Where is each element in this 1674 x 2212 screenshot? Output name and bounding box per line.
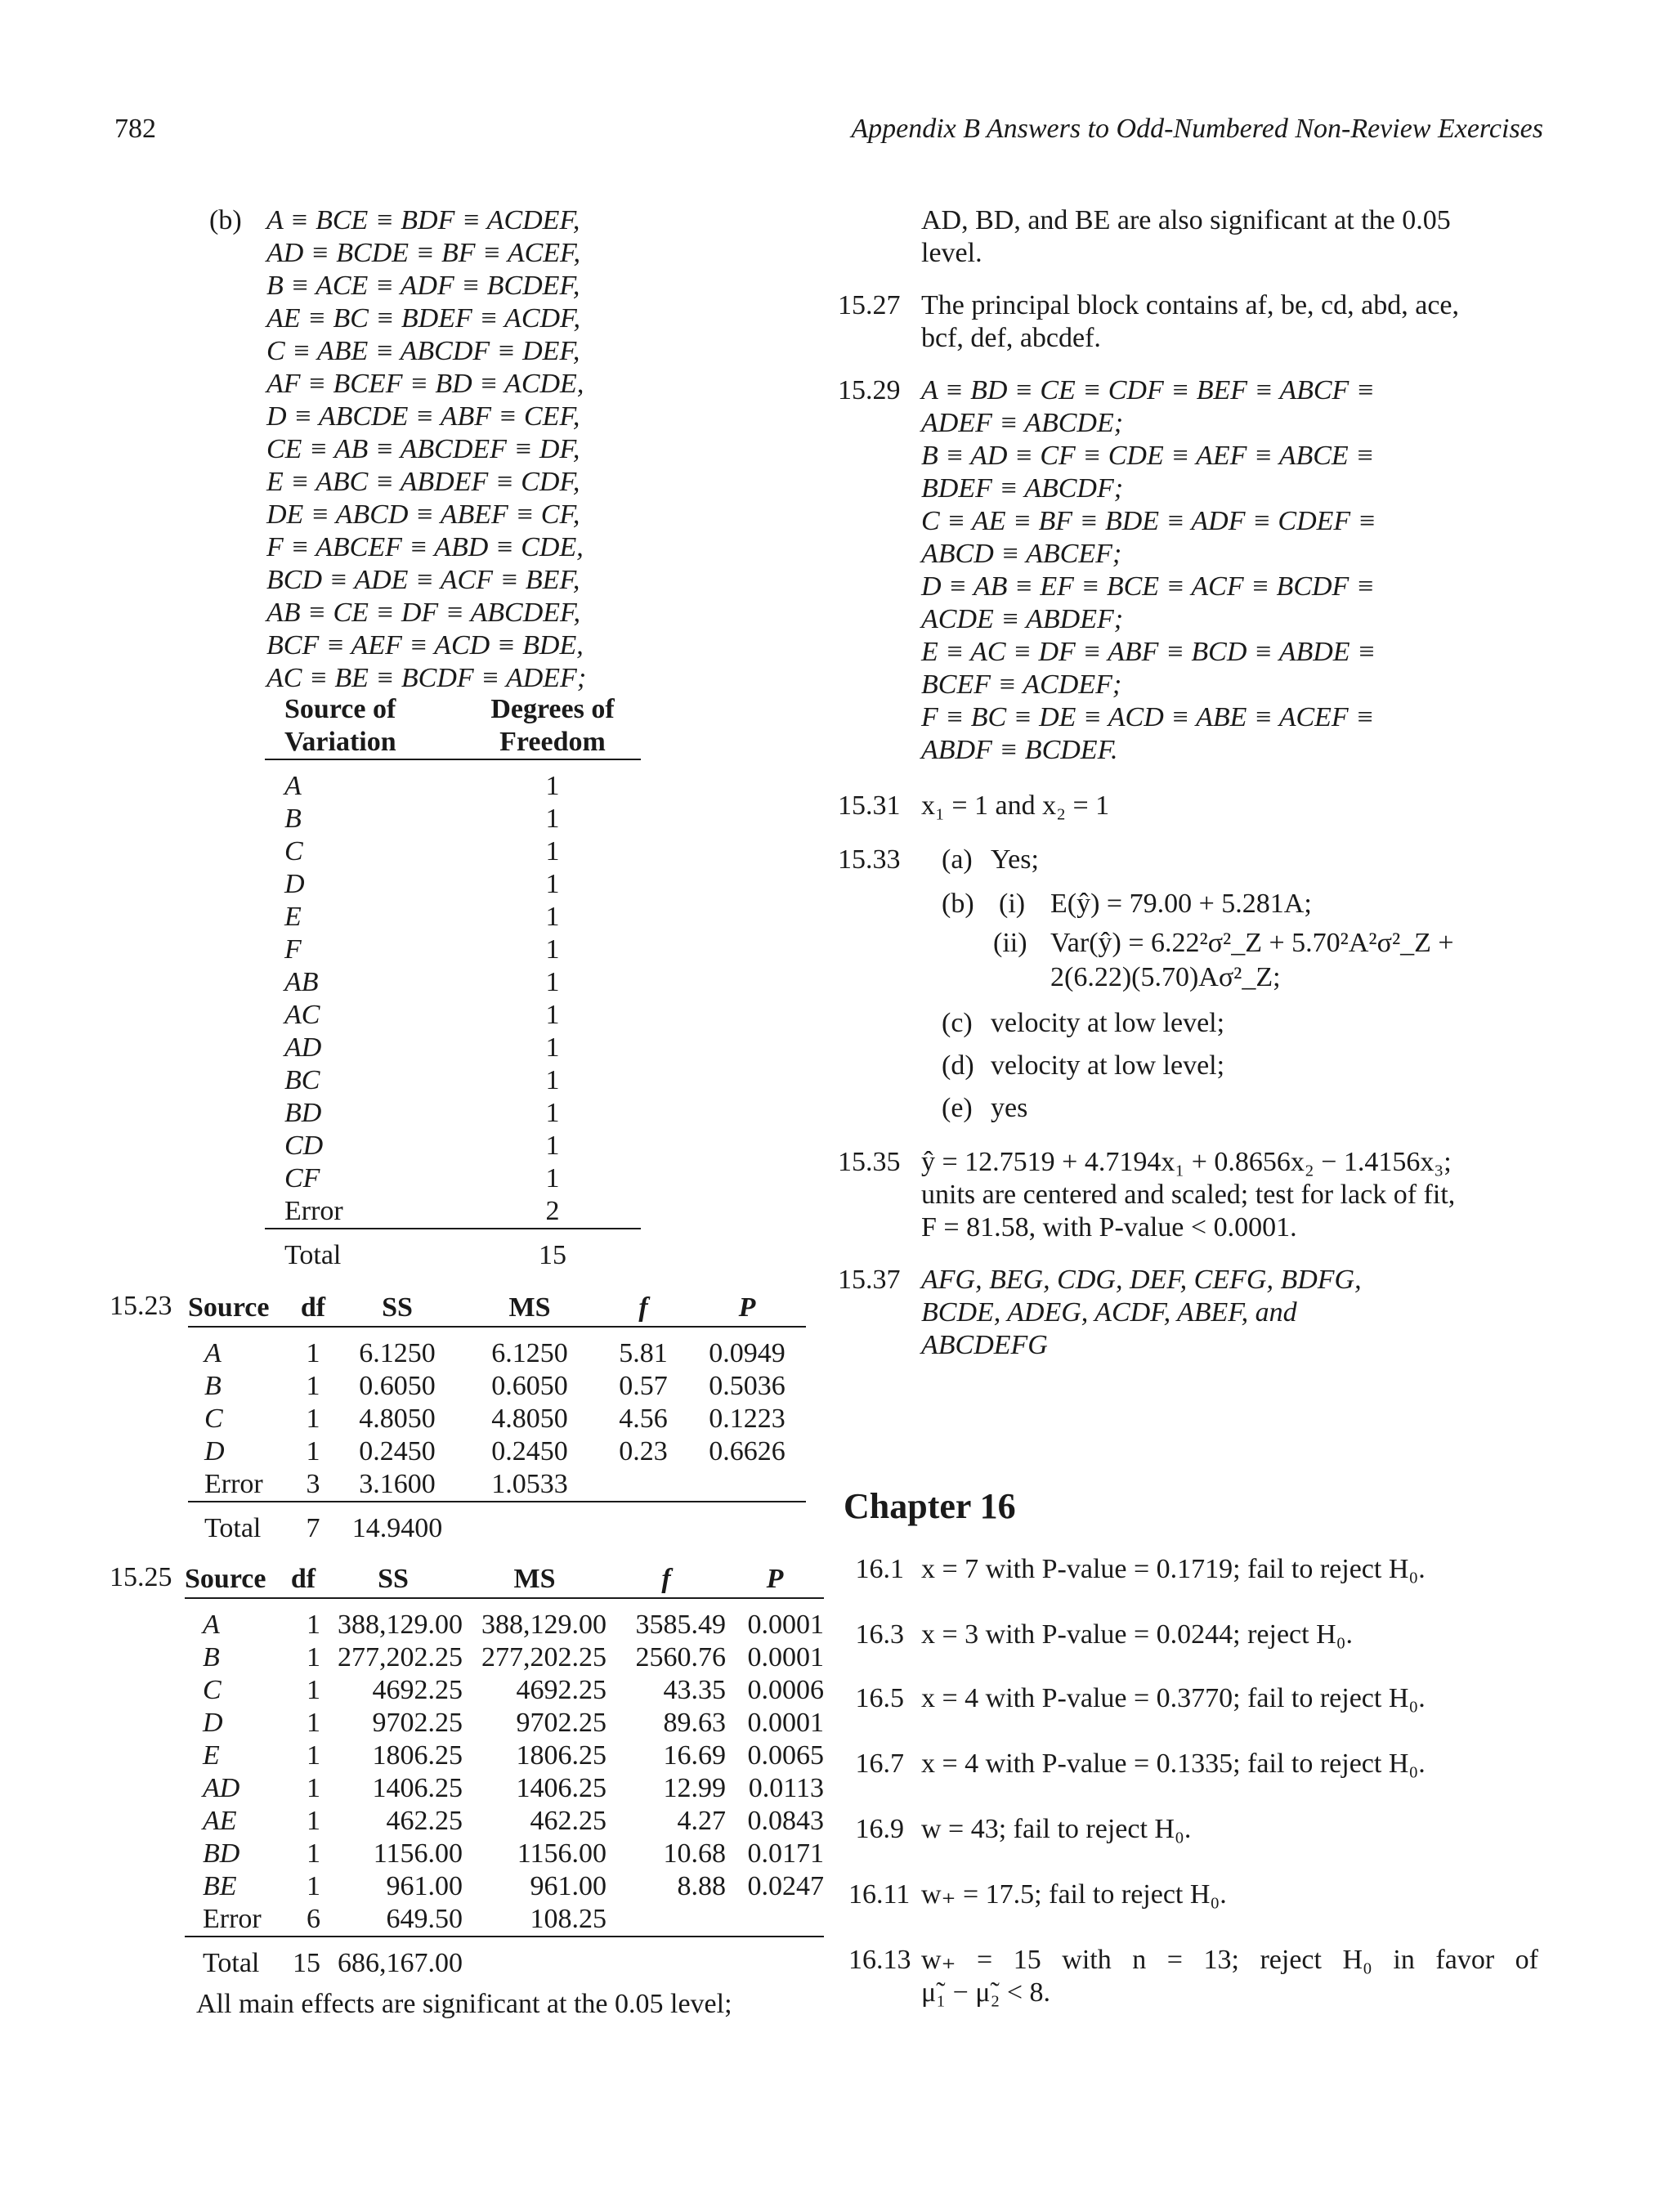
table-row: AD 1 xyxy=(284,1032,560,1063)
table-row: BC 1 xyxy=(284,1065,560,1095)
table-row: B 1 0.6050 0.6050 0.57 0.5036 xyxy=(204,1371,786,1401)
column-header: df xyxy=(300,1292,326,1323)
table-row: A 1 388,129.00 388,129.00 3585.49 0.0001 xyxy=(203,1610,824,1640)
answer-text: w = 43; fail to reject H₀. xyxy=(921,1814,1192,1844)
chapter-heading: Chapter 16 xyxy=(844,1486,1016,1526)
alias-line: AF ≡ BCEF ≡ BD ≡ ACDE, xyxy=(266,369,584,399)
table-row: Error 2 xyxy=(284,1196,560,1226)
table-row: AE 1 462.25 462.25 4.27 0.0843 xyxy=(203,1806,824,1836)
exercise-number: 15.37 xyxy=(838,1265,901,1295)
alias-line: AD ≡ BCDE ≡ BF ≡ ACEF, xyxy=(266,238,580,268)
alias-line: F ≡ ABCEF ≡ ABD ≡ CDE, xyxy=(266,532,584,562)
exercise-number: 16.7 xyxy=(855,1749,904,1779)
table-row: AC 1 xyxy=(284,1000,560,1030)
table-row: C 1 4.8050 4.8050 4.56 0.1223 xyxy=(204,1404,786,1434)
anova-table-15-23 xyxy=(188,1290,806,1545)
table-row: AD 1 1406.25 1406.25 12.99 0.0113 xyxy=(203,1773,824,1803)
column-header: Source xyxy=(188,1292,270,1323)
column-header: Degrees of Freedom xyxy=(490,694,615,757)
exercise-number: 15.35 xyxy=(838,1147,901,1177)
table-row: D 1 xyxy=(284,869,560,899)
table-row: BD 1 xyxy=(284,1098,560,1128)
table-row: D 1 0.2450 0.2450 0.23 0.6626 xyxy=(204,1436,786,1466)
exercise-number: 16.11 xyxy=(848,1879,911,1910)
alias-line: D ≡ ABCDE ≡ ABF ≡ CEF, xyxy=(266,401,580,432)
table-row: B 1 277,202.25 277,202.25 2560.76 0.0001 xyxy=(203,1642,824,1672)
answer-text: AFG, BEG, CDG, DEF, CEFG, BDFG, BCDE, ADEG, ACDF, ABEF, and ABCDEFG xyxy=(921,1265,1362,1360)
alias-line: E ≡ ABC ≡ ABDEF ≡ CDF, xyxy=(266,467,580,497)
alias-line: DE ≡ ABCD ≡ ABEF ≡ CF, xyxy=(266,499,580,530)
answer-text: x₁ = 1 and x₂ = 1 xyxy=(921,790,1110,821)
table-row: D 1 9702.25 9702.25 89.63 0.0001 xyxy=(203,1708,824,1738)
column-header: P xyxy=(766,1564,784,1594)
table-row: E 1 1806.25 1806.25 16.69 0.0065 xyxy=(203,1740,824,1771)
answer-text: ŷ = 12.7519 + 4.7194x₁ + 0.8656x₂ − 1.4156x₃; units are centered and scaled; test for lack of fit, F = 81.58, with P-value < 0.0001. xyxy=(921,1147,1456,1243)
exercise-number: 16.1 xyxy=(855,1554,904,1584)
table-row: CF 1 xyxy=(284,1163,560,1193)
exercise-number: 16.13 xyxy=(848,1945,911,1975)
alias-line: B ≡ ACE ≡ ADF ≡ BCDEF, xyxy=(266,271,580,301)
alias-line: CE ≡ AB ≡ ABCDEF ≡ DF, xyxy=(266,434,580,464)
exercise-number: 15.25 xyxy=(110,1562,172,1592)
answer-text: x = 3 with P-value = 0.0244; reject H₀. xyxy=(921,1619,1353,1650)
page-number: 782 xyxy=(114,114,156,144)
column-header: f xyxy=(661,1564,671,1594)
table-row: A 1 xyxy=(284,771,560,801)
exercise-number: 16.5 xyxy=(855,1683,904,1713)
answer-text: A ≡ BD ≡ CE ≡ CDF ≡ BEF ≡ ABCF ≡ ADEF ≡ ABCDE; B ≡ AD ≡ CF ≡ CDE ≡ AEF ≡ ABCE ≡ BDEF ≡ ABCDF; C ≡ AE ≡ BF ≡ BDE ≡ ADF ≡ CDEF ≡ ABCD ≡ ABCEF; D ≡ AB ≡ EF ≡ BCE ≡ ACF ≡ BCDF ≡ ACDE ≡ ABDEF; E ≡ AC ≡ DF ≡ ABF ≡ BCD ≡ ABDE ≡ BCEF ≡ ACDEF; F ≡ BC ≡ DE ≡ ACD ≡ ABE ≡ ACEF ≡ ABDF ≡ BCDEF. xyxy=(921,375,1376,765)
table-total-row: Total 7 14.9400 xyxy=(188,1502,806,1545)
column-header: MS xyxy=(508,1292,551,1323)
table-row: AB 1 xyxy=(284,967,560,997)
table-row: BE 1 961.00 961.00 8.88 0.0247 xyxy=(203,1871,824,1901)
table-total-row: Total 15 xyxy=(265,1229,641,1272)
alias-line: C ≡ ABE ≡ ABCDF ≡ DEF, xyxy=(266,336,580,366)
answer-text: x = 4 with P-value = 0.3770; fail to reject H₀. xyxy=(921,1683,1426,1713)
exercise-number: 15.31 xyxy=(838,790,901,821)
exercise-number: 15.27 xyxy=(838,290,901,320)
alias-lines xyxy=(266,204,586,695)
table-row: E 1 xyxy=(284,902,560,932)
column-header: df xyxy=(290,1564,316,1594)
table-row: CD 1 xyxy=(284,1131,560,1161)
column-header: Source xyxy=(185,1564,266,1594)
table-row: C 1 4692.25 4692.25 43.35 0.0006 xyxy=(203,1675,824,1705)
part-label: (b) xyxy=(209,205,242,235)
degrees-of-freedom-table xyxy=(265,693,641,1272)
exercise-number: 15.23 xyxy=(110,1291,172,1321)
answer-text: x = 7 with P-value = 0.1719; fail to reject H₀. xyxy=(921,1554,1426,1584)
exercise-note: All main effects are significant at the 0.05 level; xyxy=(196,1989,732,2019)
answer-text: The principal block contains af, be, cd, abd, ace, bcf, def, abcdef. xyxy=(921,290,1460,353)
column-header: f xyxy=(638,1292,648,1323)
table-row: BD 1 1156.00 1156.00 10.68 0.0171 xyxy=(203,1838,824,1869)
exercise-number: 16.9 xyxy=(855,1814,904,1844)
answer-text: x = 4 with P-value = 0.1335; fail to reject H₀. xyxy=(921,1749,1426,1779)
table-row: C 1 xyxy=(284,836,560,866)
column-header: P xyxy=(738,1292,756,1323)
answer-text: w₊ = 15 with n = 13; reject H₀ in favor of μ̃₁ − μ̃₂ < 8. xyxy=(921,1945,1538,2008)
alias-line: AB ≡ CE ≡ DF ≡ ABCDEF, xyxy=(266,598,580,628)
alias-line: BCD ≡ ADE ≡ ACF ≡ BEF, xyxy=(266,565,580,595)
table-total-row: Total 15 686,167.00 xyxy=(185,1937,824,1980)
column-header: Source of Variation xyxy=(284,694,396,757)
answer-text: w₊ = 17.5; fail to reject H₀. xyxy=(921,1879,1227,1910)
answer-continuation: AD, BD, and BE are also significant at the 0.05 level. xyxy=(921,205,1451,268)
alias-line: A ≡ BCE ≡ BDF ≡ ACDEF, xyxy=(266,205,580,235)
running-head: Appendix B Answers to Odd-Numbered Non-Review Exercises xyxy=(851,114,1543,144)
table-row: F 1 xyxy=(284,934,560,965)
alias-line: AC ≡ BE ≡ BCDF ≡ ADEF; xyxy=(266,663,587,693)
column-header: SS xyxy=(382,1292,413,1323)
alias-line: BCF ≡ AEF ≡ ACD ≡ BDE, xyxy=(266,630,584,660)
anova-table-15-25 xyxy=(185,1561,824,1980)
column-header: SS xyxy=(378,1564,409,1594)
table-row: B 1 xyxy=(284,804,560,834)
table-row: Error 6 649.50 108.25 xyxy=(203,1904,606,1934)
table-row: A 1 6.1250 6.1250 5.81 0.0949 xyxy=(204,1338,786,1368)
table-row: Error 3 3.1600 1.0533 xyxy=(204,1469,568,1499)
exercise-number: 15.29 xyxy=(838,375,901,405)
column-header: MS xyxy=(513,1564,556,1594)
alias-line: AE ≡ BC ≡ BDEF ≡ ACDF, xyxy=(266,303,580,334)
exercise-number: 16.3 xyxy=(855,1619,904,1650)
exercise-number: 15.33 xyxy=(838,844,901,875)
